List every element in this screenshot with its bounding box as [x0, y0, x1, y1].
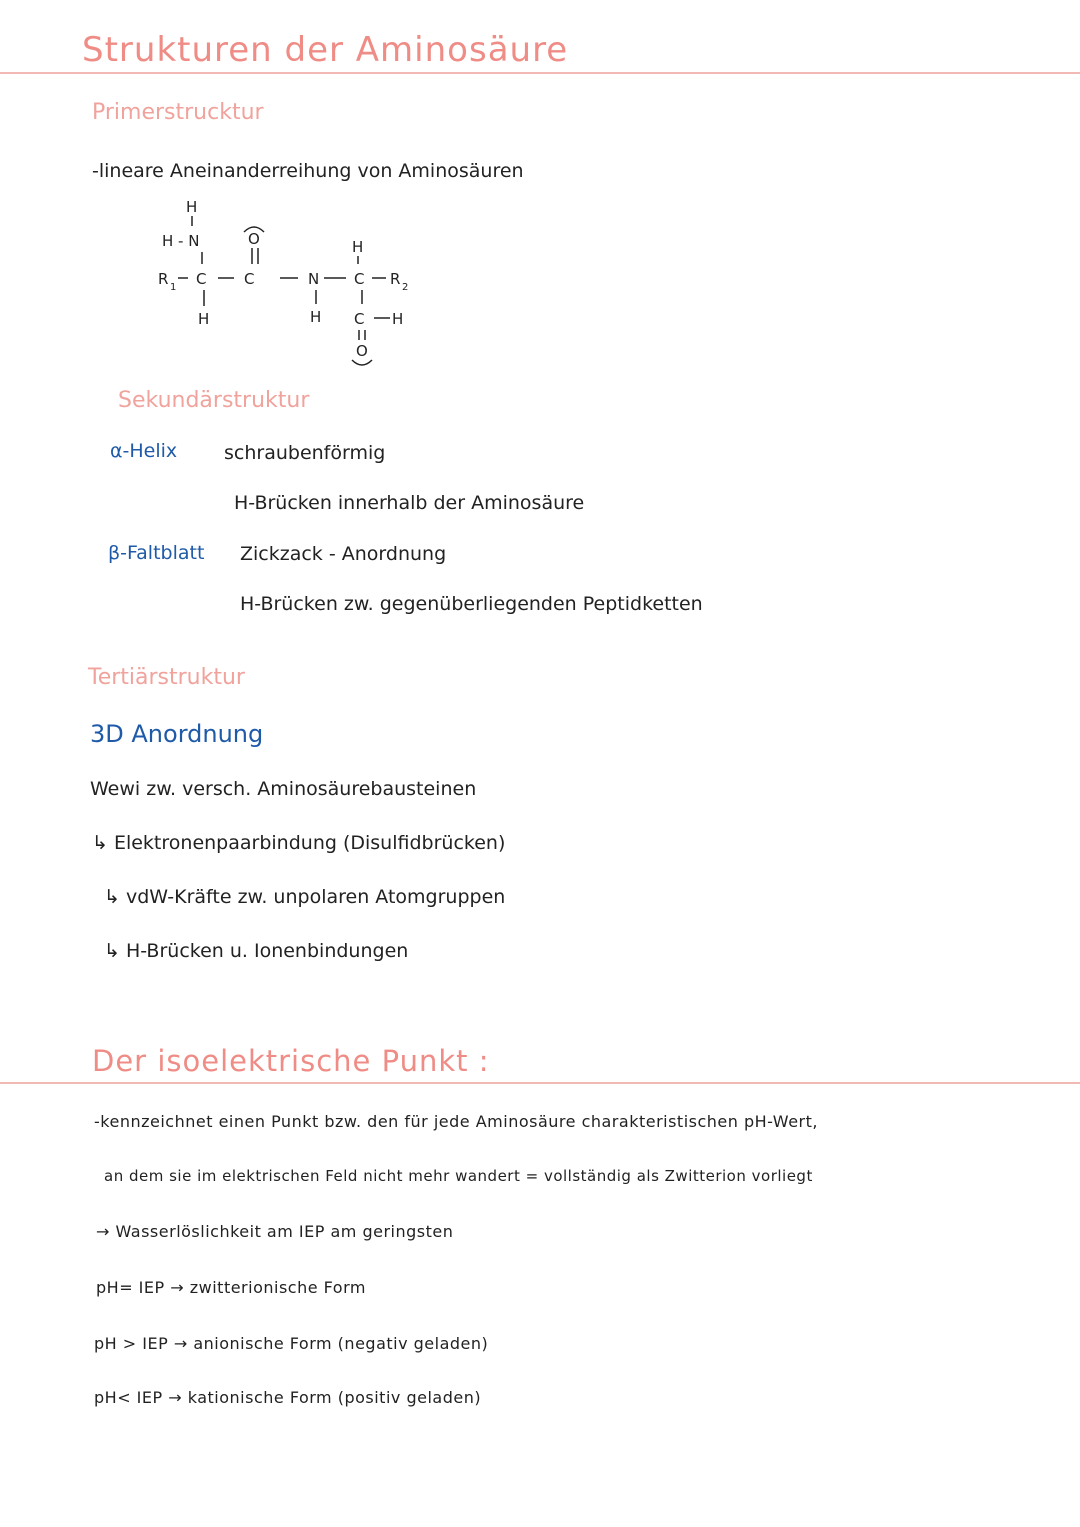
atom-c3: C [354, 270, 365, 288]
atom-r1-sub: 1 [170, 282, 177, 293]
alpha-helix-label: α-Helix [110, 440, 178, 462]
atom-c1: C [196, 270, 207, 288]
tertiary-sub: 3D Anordnung [90, 720, 264, 748]
atom-r2-sub: 2 [402, 282, 409, 293]
iep-line1: -kennzeichnet einen Punkt bzw. den für jede Aminosäure charakteristischen pH-Wert, [94, 1112, 818, 1131]
atom-r2: R [390, 270, 401, 288]
atom-c4: C [354, 310, 365, 328]
atom-h-right: H [392, 310, 404, 328]
primary-heading: Primerstrucktur [92, 100, 264, 125]
tertiary-line1: Wewi zw. versch. Aminosäurebausteinen [90, 778, 477, 800]
secondary-heading: Sekundärstruktur [118, 388, 310, 413]
atom-n2: N [308, 270, 320, 288]
iep-line6: pH< IEP → kationische Form (positiv geladen) [94, 1388, 482, 1407]
primary-line: -lineare Aneinanderreihung von Aminosäuren [92, 160, 524, 182]
atom-o-top: O [248, 230, 260, 248]
alpha-line2: H-Brücken innerhalb der Aminosäure [234, 492, 585, 514]
beta-line1: Zickzack - Anordnung [240, 543, 447, 565]
atom-h-low1: H [198, 310, 210, 328]
atom-r1: R [158, 270, 169, 288]
page-title: Strukturen der Aminosäure [82, 30, 569, 70]
iep-underline [0, 1082, 1080, 1084]
iep-heading: Der isoelektrische Punkt : [92, 1044, 490, 1078]
beta-line2: H-Brücken zw. gegenüberliegenden Peptidketten [240, 593, 703, 615]
atom-hn: H - N [162, 232, 200, 250]
atom-h-top: H [186, 198, 198, 216]
iep-line2: an dem sie im elektrischen Feld nicht mehr wandert = vollständig als Zwitterion vorliegt [104, 1167, 813, 1185]
beta-sheet-label: β-Faltblatt [108, 542, 205, 564]
atom-c2: C [244, 270, 255, 288]
atom-h-top2: H [352, 238, 364, 256]
iep-line4: pH= IEP → zwitterionische Form [96, 1278, 366, 1297]
title-underline [0, 72, 1080, 74]
alpha-line1: schraubenförmig [224, 442, 386, 464]
tertiary-item-2: ↳ vdW-Kräfte zw. unpolaren Atomgruppen [104, 886, 506, 908]
tertiary-item-1: ↳ Elektronenpaarbindung (Disulfidbrücken) [92, 832, 506, 854]
iep-line3: → Wasserlöslichkeit am IEP am geringsten [96, 1222, 454, 1241]
dipeptide-structure [140, 190, 440, 370]
iep-line5: pH > IEP → anionische Form (negativ geladen) [94, 1334, 489, 1353]
atom-h-low2: H [310, 308, 322, 326]
tertiary-heading: Tertiärstruktur [88, 665, 245, 690]
atom-o-bottom: O [356, 342, 368, 360]
tertiary-item-3: ↳ H-Brücken u. Ionenbindungen [104, 940, 409, 962]
